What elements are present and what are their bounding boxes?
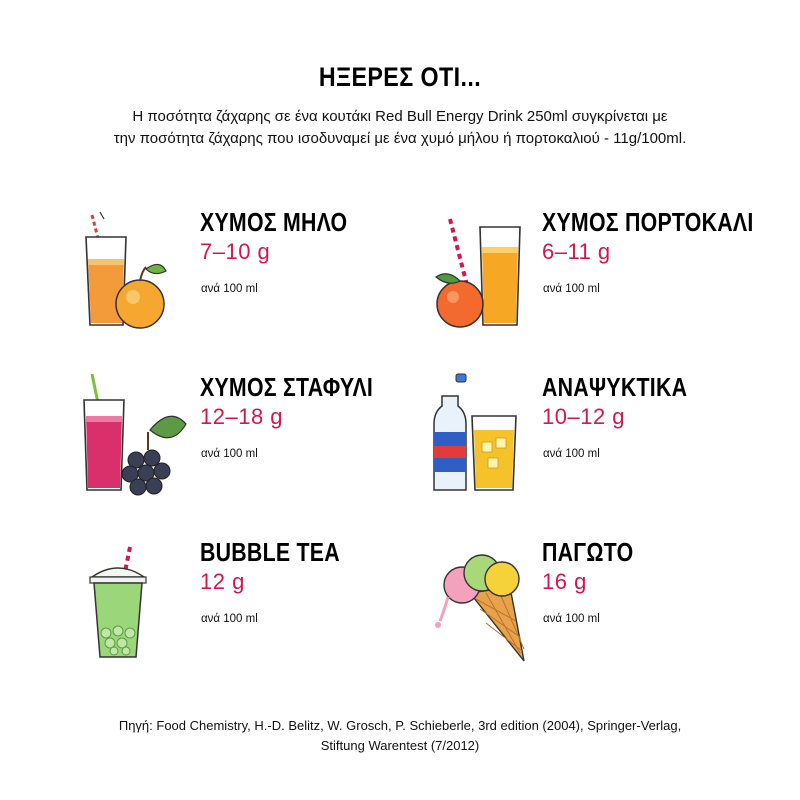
soft-drinks-icon	[420, 372, 540, 502]
item-name: ΧΥΜΟΣ ΜΗΛΟ	[200, 207, 348, 237]
bubble-tea-icon	[78, 537, 198, 667]
item-soft-drinks	[420, 372, 800, 522]
ice-cream-icon	[420, 537, 540, 667]
source-line-1: Πηγή: Food Chemistry, H.-D. Belitz, W. Grosch, P. Schieberle, 3rd edition (2004), Springer-Verlag,	[118, 718, 682, 733]
item-sugar-amount: 7–10 g	[200, 239, 271, 264]
item-name: ΑΝΑΨΥΚΤΙΚΑ	[542, 372, 688, 402]
intro-text	[50, 106, 750, 150]
item-name: BUBBLE TEA	[200, 537, 340, 567]
item-unit: ανά 100 ml	[201, 448, 258, 460]
item-sugar-amount: 16 g	[542, 569, 587, 594]
apple-juice-icon	[78, 207, 198, 337]
item-unit: ανά 100 ml	[543, 448, 600, 460]
item-name: ΧΥΜΟΣ ΠΟΡΤΟΚΑΛΙ	[542, 207, 754, 237]
item-unit: ανά 100 ml	[543, 613, 600, 625]
item-name: ΠΑΓΩΤΟ	[542, 537, 634, 567]
source-line-2: Stiftung Warentest (7/2012)	[320, 738, 480, 753]
source-citation	[60, 716, 740, 756]
item-unit: ανά 100 ml	[543, 283, 600, 295]
item-sugar-amount: 6–11 g	[542, 239, 611, 264]
item-bubble-tea	[78, 537, 478, 687]
item-orange-juice	[420, 207, 800, 357]
intro-line-2: την ποσότητα ζάχαρης που ισοδυναμεί με ένα χυμό μήλου ή πορτοκαλιού - 11g/100ml.	[113, 130, 687, 147]
item-apple-juice	[78, 207, 478, 357]
grape-juice-icon	[78, 372, 198, 502]
orange-juice-icon	[420, 207, 540, 337]
item-grape-juice	[78, 372, 478, 522]
item-sugar-amount: 10–12 g	[542, 404, 626, 429]
item-name: ΧΥΜΟΣ ΣΤΑΦΥΛΙ	[200, 372, 374, 402]
page-title: ΗΞΕΡΕΣ ΟΤΙ...	[318, 62, 482, 92]
item-ice-cream	[420, 537, 800, 687]
item-sugar-amount: 12 g	[200, 569, 245, 594]
intro-line-1: Η ποσότητα ζάχαρης σε ένα κουτάκι Red Bull Energy Drink 250ml συγκρίνεται με	[132, 108, 668, 125]
item-unit: ανά 100 ml	[201, 613, 258, 625]
item-sugar-amount: 12–18 g	[200, 404, 284, 429]
item-unit: ανά 100 ml	[201, 283, 258, 295]
